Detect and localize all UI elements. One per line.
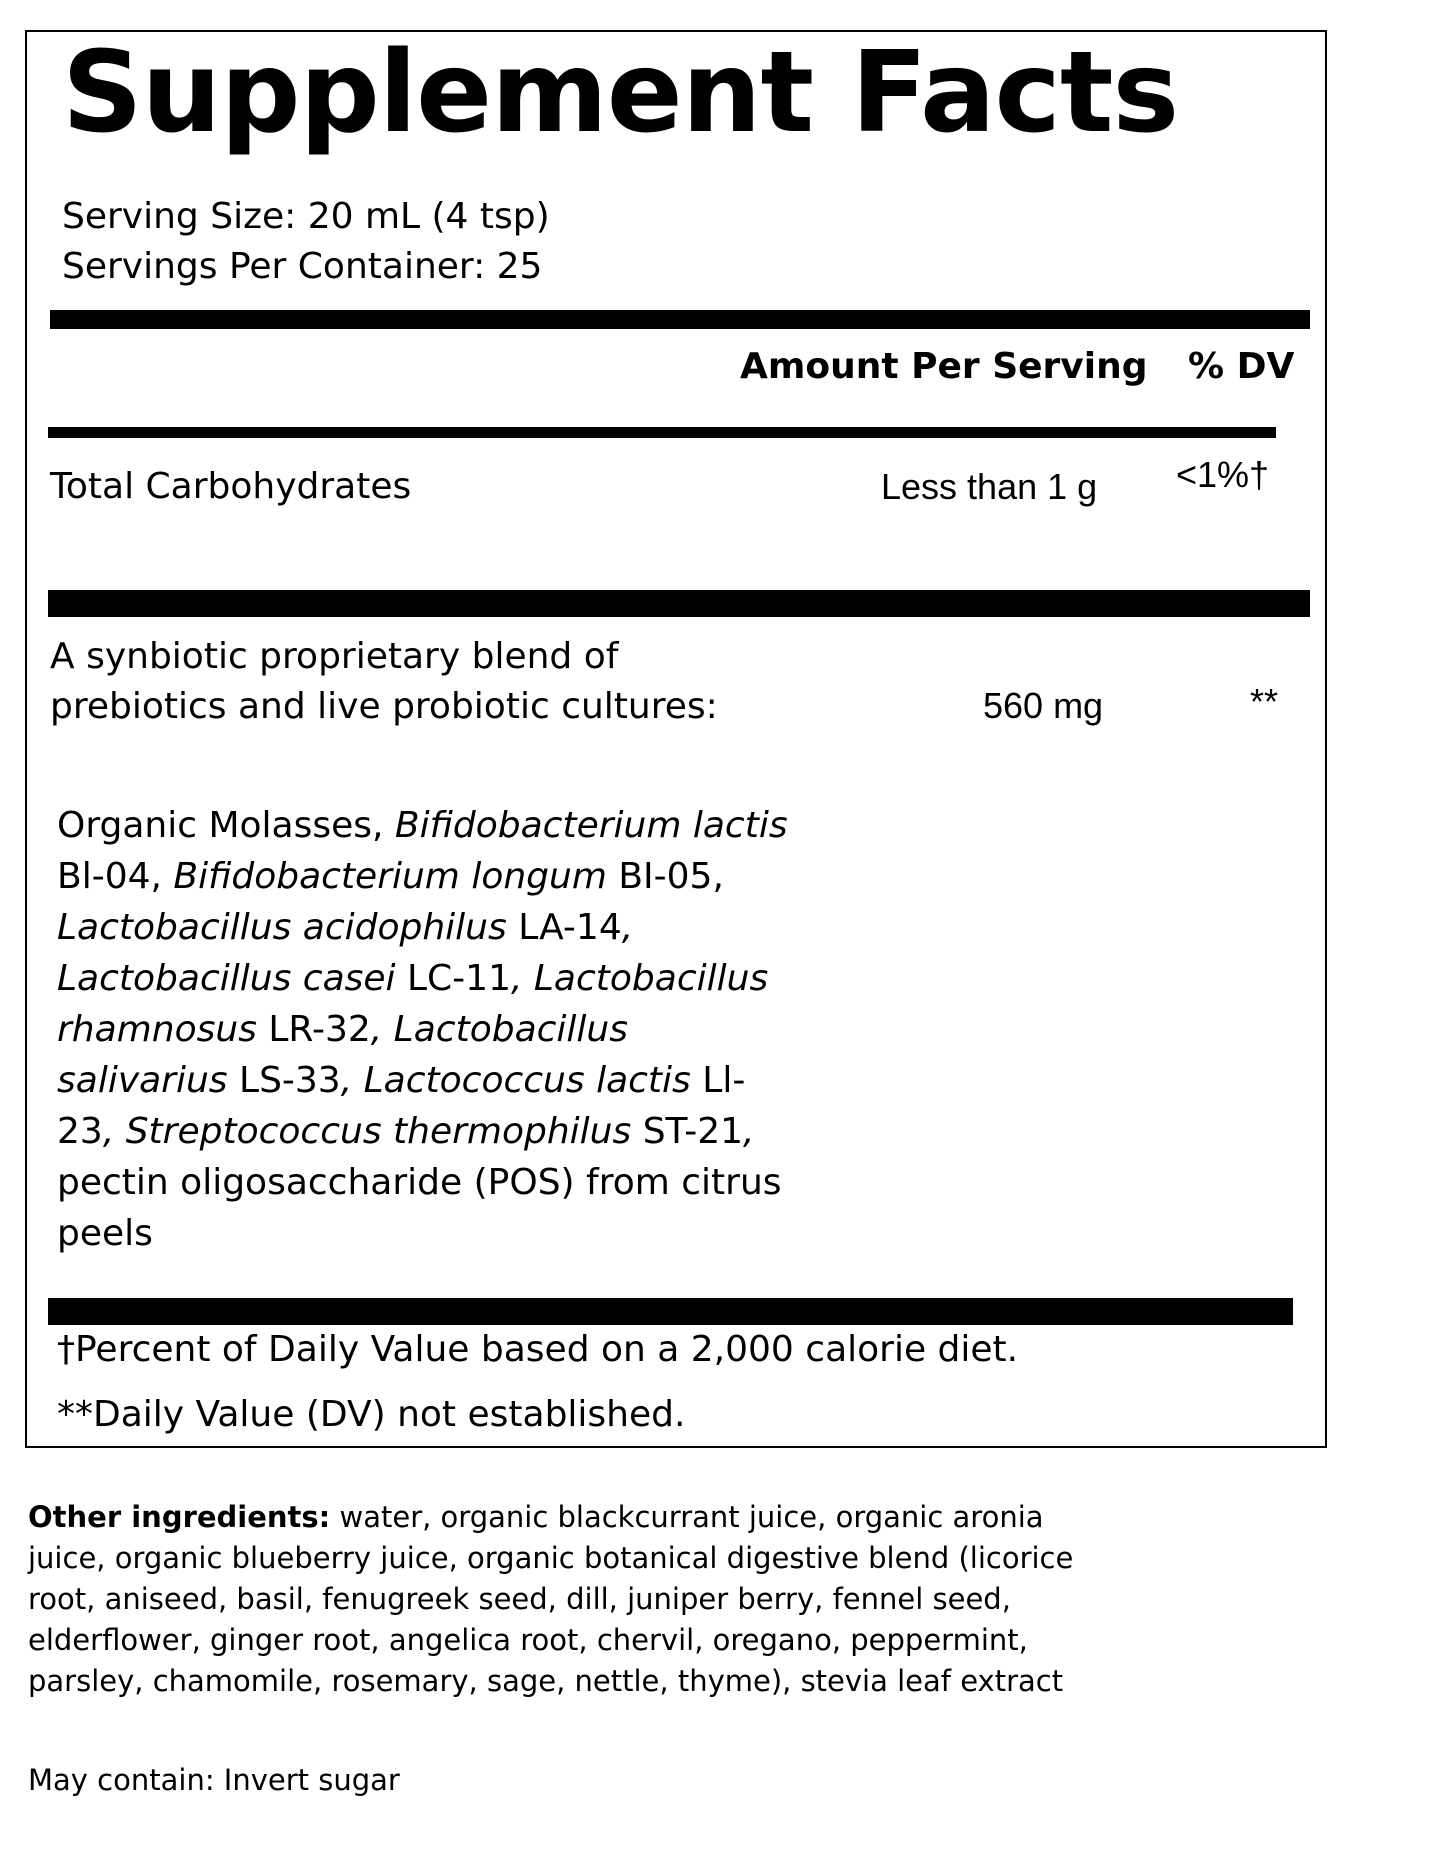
may-contain: May contain: Invert sugar — [28, 1763, 400, 1797]
other-ingredients-text: water, organic blackcurrant juice, organic aronia juice, organic blueberry juice, organic botanical digestive blend (licorice root, aniseed, basil, fenugreek seed, dill, juniper berry, fennel seed, elderflower, ginger root, angelica root, chervil, oregano, peppermint, parsley, chamomile, rosemary, sage, nettle, thyme), stevia leaf extract — [28, 1500, 1074, 1698]
ingredient-segment: , Lactobacillus salivarius — [57, 1009, 629, 1101]
ingredient-segment: Lactobacillus acidophilus — [57, 907, 507, 948]
blend-amount: 560 mg — [983, 685, 1104, 726]
nutrient-amount: Less than 1 g — [881, 466, 1098, 507]
thick-divider-middle — [48, 590, 1310, 617]
nutrient-name: Total Carbohydrates — [50, 466, 412, 507]
ingredient-segment: Bifidobacterium lactis — [394, 805, 788, 846]
ingredient-segment: LS-33 — [227, 1060, 341, 1101]
amount-per-serving-header: Amount Per Serving — [740, 346, 1148, 387]
ingredient-segment: , — [743, 1111, 755, 1152]
blend-description-line-1: A synbiotic proprietary blend of — [50, 636, 619, 677]
ingredient-segment: LR-32 — [256, 1009, 371, 1050]
footnote-dagger: †Percent of Daily Value based on a 2,000 calorie diet. — [57, 1329, 1019, 1370]
ingredient-segment: , Lactococcus lactis — [340, 1060, 691, 1101]
other-ingredients-label: Other ingredients: — [28, 1500, 331, 1534]
ingredient-segment: pectin oligosaccharide (POS) from citrus peels — [57, 1162, 782, 1254]
ingredient-segment: , Lactobacillus rhamnosus — [57, 958, 769, 1050]
nutrient-dv: <1%† — [1176, 454, 1270, 495]
servings-per-container: Servings Per Container: 25 — [62, 246, 543, 287]
ingredient-segment: Organic Molasses, — [57, 805, 395, 846]
blend-dv: ** — [1250, 681, 1279, 722]
ingredient-segment: Bl-04, — [57, 856, 174, 897]
thick-divider-bottom — [48, 1298, 1293, 1325]
ingredient-segment: BI-05, — [606, 856, 724, 897]
dv-header: % DV — [1188, 346, 1295, 387]
ingredient-segment: Bifidobacterium longum — [173, 856, 607, 897]
ingredient-segment: , Lactobacillus casei — [57, 907, 634, 999]
panel-title: Supplement Facts — [62, 28, 1179, 158]
medium-divider — [48, 427, 1276, 438]
blend-description — [50, 632, 718, 732]
footnote-double-star: **Daily Value (DV) not established. — [57, 1394, 686, 1435]
other-ingredients — [28, 1497, 1128, 1702]
ingredient-segment: LC-11 — [395, 958, 511, 999]
ingredient-segment: Ll-23 — [57, 1060, 746, 1152]
ingredient-segment: LA-14 — [506, 907, 622, 948]
ingredient-segment: , Streptococcus thermophilus — [102, 1111, 632, 1152]
ingredient-segment: ST-21 — [631, 1111, 744, 1152]
thick-divider-top — [50, 310, 1310, 329]
blend-ingredient-list — [57, 800, 797, 1259]
blend-description-line-2: prebiotics and live probiotic cultures: — [50, 686, 718, 727]
serving-size: Serving Size: 20 mL (4 tsp) — [62, 196, 550, 237]
